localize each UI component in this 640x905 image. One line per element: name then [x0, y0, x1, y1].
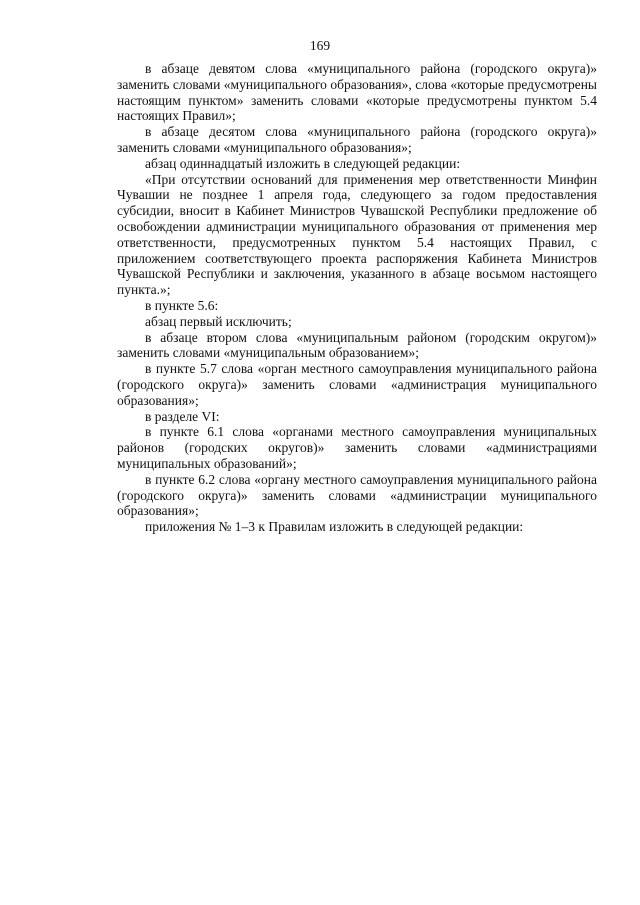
- paragraph-4: «При отсутствии оснований для применения мер ответственности Минфин Чувашии не позднее 1 апреля года, следующего за годом предоставления субсидии, вносит в Кабинет Министров Чувашской Республики предложение об освобождении администрации муниципального образования от применения мер ответственности, предусмотренных пунктом 5.4 настоящих Правил, с приложением соответствующего проекта распоряжения Кабинета Министров Чувашской Республики и заключения, указанного в абзаце восьмом настоящего пункта.»;: [117, 171, 597, 298]
- paragraph-7: в абзаце втором слова «муниципальным районом (городским округом)» заменить словами «муниципальным образованием»;: [117, 329, 597, 361]
- paragraph-10: в пункте 6.1 слова «органами местного самоуправления муниципальных районов (городских округов)» заменить словами «администрациями муниципальных образований»;: [117, 424, 597, 471]
- paragraph-1: в абзаце девятом слова «муниципального района (городского округа)» заменить словами «муниципального образования», слова «которые предусмотрены настоящим пунктом» заменить словами «которые предусмотрены пунктом 5.4 настоящих Правил»;: [117, 61, 597, 124]
- page-number: 169: [309, 38, 331, 53]
- paragraph-9: в разделе VI:: [145, 408, 220, 424]
- paragraph-8: в пункте 5.7 слова «орган местного самоуправления муниципального района (городского округа)» заменить словами «администрация муниципального образования»;: [117, 361, 597, 408]
- paragraph-12: приложения № 1–3 к Правилам изложить в следующей редакции:: [145, 519, 524, 535]
- paragraph-11: в пункте 6.2 слова «органу местного самоуправления муниципального района (городского округа)» заменить словами «администрации муниципального образования»;: [117, 471, 597, 519]
- paragraph-6: абзац первый исключить;: [145, 313, 292, 329]
- paragraph-5: в пункте 5.6:: [145, 297, 219, 313]
- paragraph-2: в абзаце десятом слова «муниципального района (городского округа)» заменить словами «муниципального образования»;: [117, 124, 597, 155]
- paragraph-3: абзац одиннадцатый изложить в следующей редакции:: [145, 155, 461, 171]
- document-body: [117, 61, 597, 535]
